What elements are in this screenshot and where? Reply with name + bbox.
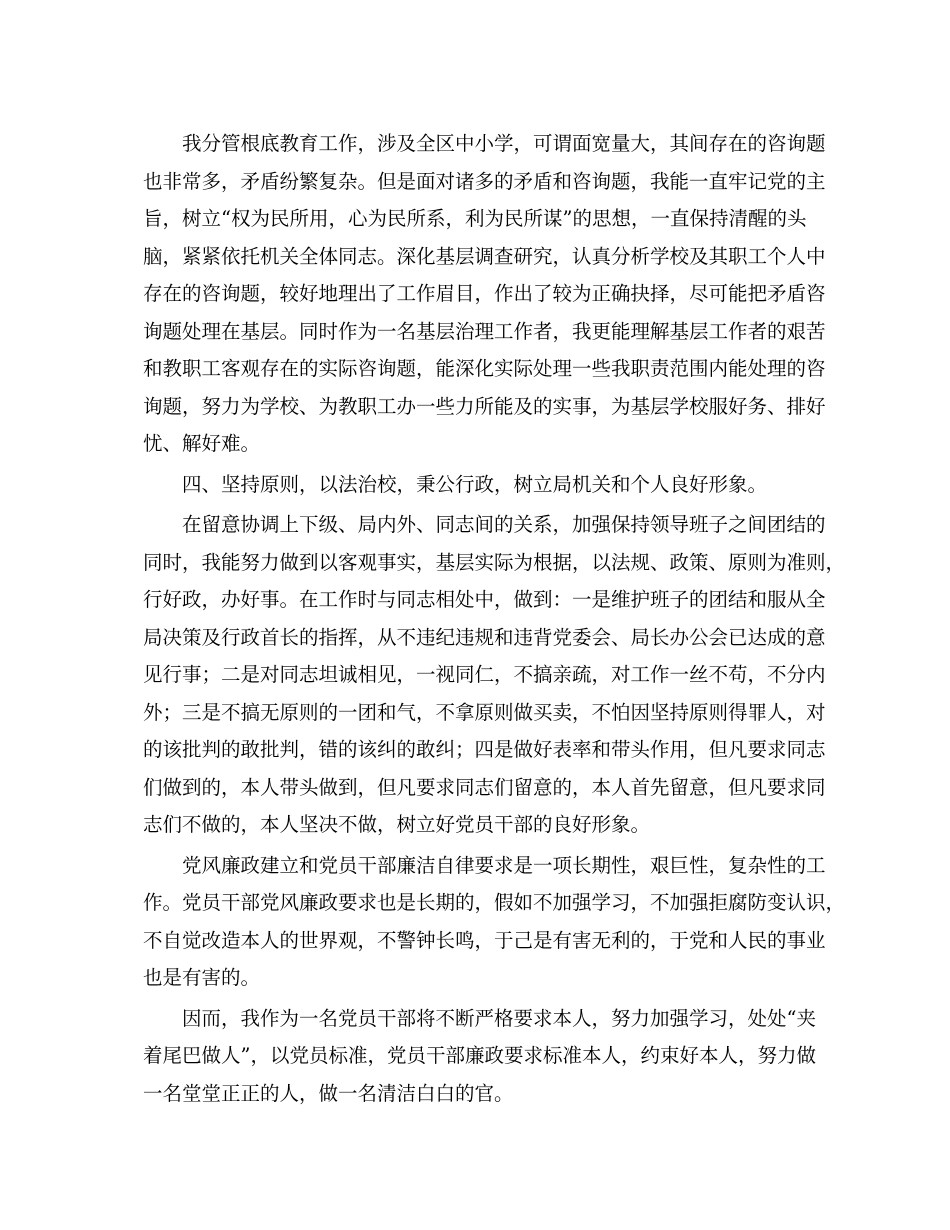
document-body <box>143 125 846 1115</box>
text-line: 同时，我能努力做到以客观事实，基层实际为根据，以法规、政策、原则为准则， <box>143 550 846 574</box>
paragraph-coordination <box>143 506 846 844</box>
section-heading-principles <box>143 466 803 504</box>
text-line: 脑，紧紧依托机关全体同志。深化基层调查研究，认真分析学校及其职工个人中 <box>143 244 826 268</box>
text-line: 询题，努力为学校、为教职工办一些力所能及的实事，为基层学校服好务、排好 <box>143 394 826 418</box>
text-line: 询题处理在基层。同时作为一名基层治理工作者，我更能理解基层工作者的艰苦 <box>143 319 826 343</box>
text-line: 存在的咨询题，较好地理出了工作眉目，作出了较为正确抉择，尽可能把矛盾咨 <box>143 282 826 305</box>
text-line: 着尾巴做人”，以党员标准，党员干部廉政要求标准本人，约束好本人，努力做 <box>143 1044 816 1067</box>
text-line: 志们不做的，本人坚决不做，树立好党员干部的良好形象。 <box>143 813 651 836</box>
text-line: 在留意协调上下级、局内外、同志间的关系，加强保持领导班子之间团结的 <box>182 513 826 536</box>
text-line: 因而，我作为一名党员干部将不断严格要求本人，努力加强学习，处处“夹 <box>182 1006 816 1030</box>
text-line: 的该批判的敢批判，错的该纠的敢纠；四是做好表率和带头作用，但凡要求同志 <box>143 738 826 761</box>
text-line: 们做到的，本人带头做到，但凡要求同志们留意的，本人首先留意，但凡要求同 <box>143 775 826 799</box>
paragraph-integrity <box>143 847 846 997</box>
text-line: 旨，树立“权为民所用，心为民所系，利为民所谋”的思想，一直保持清醒的头 <box>143 207 807 230</box>
text-line: 也非常多，矛盾纷繁复杂。但是面对诸多的矛盾和咨询题，我能一直牢记党的主 <box>143 169 826 193</box>
paragraph-education-work <box>143 125 826 463</box>
text-line: 和教职工客观存在的实际咨询题，能深化实际处理一些我职责范围内能处理的咨 <box>143 357 826 380</box>
text-line: 行好政，办好事。在工作时与同志相处中，做到：一是维护班子的团结和服从全 <box>143 588 826 611</box>
text-line: 外；三是不搞无原则的一团和气，不拿原则做买卖，不怕因坚持原则得罪人，对 <box>143 700 826 724</box>
text-line: 也是有害的。 <box>143 966 261 989</box>
text-line: 见行事；二是对同志坦诚相见，一视同仁，不搞亲疏，对工作一丝不苟，不分内 <box>143 663 826 686</box>
text-line: 作。党员干部党风廉政要求也是长期的，假如不加强学习，不加强拒腐防变认识， <box>143 891 846 914</box>
text-line: 一名堂堂正正的人，做一名清洁白白的官。 <box>143 1081 514 1105</box>
text-line: 我分管根底教育工作，涉及全区中小学，可谓面宽量大，其间存在的咨询题 <box>182 132 826 155</box>
paragraph-conclusion <box>143 1000 816 1113</box>
text-line: 四、坚持原则，以法治校，秉公行政，树立局机关和个人良好形象。 <box>182 472 768 496</box>
text-line: 忧、解好难。 <box>143 432 261 455</box>
text-line: 党风廉政建立和党员干部廉洁自律要求是一项长期性，艰巨性，复杂性的工 <box>182 853 826 877</box>
text-line: 局决策及行政首长的指挥，从不违纪违规和违背党委会、局长办公会已达成的意 <box>143 625 826 649</box>
text-line: 不自觉改造本人的世界观，不警钟长鸣，于己是有害无利的，于党和人民的事业 <box>143 928 826 952</box>
